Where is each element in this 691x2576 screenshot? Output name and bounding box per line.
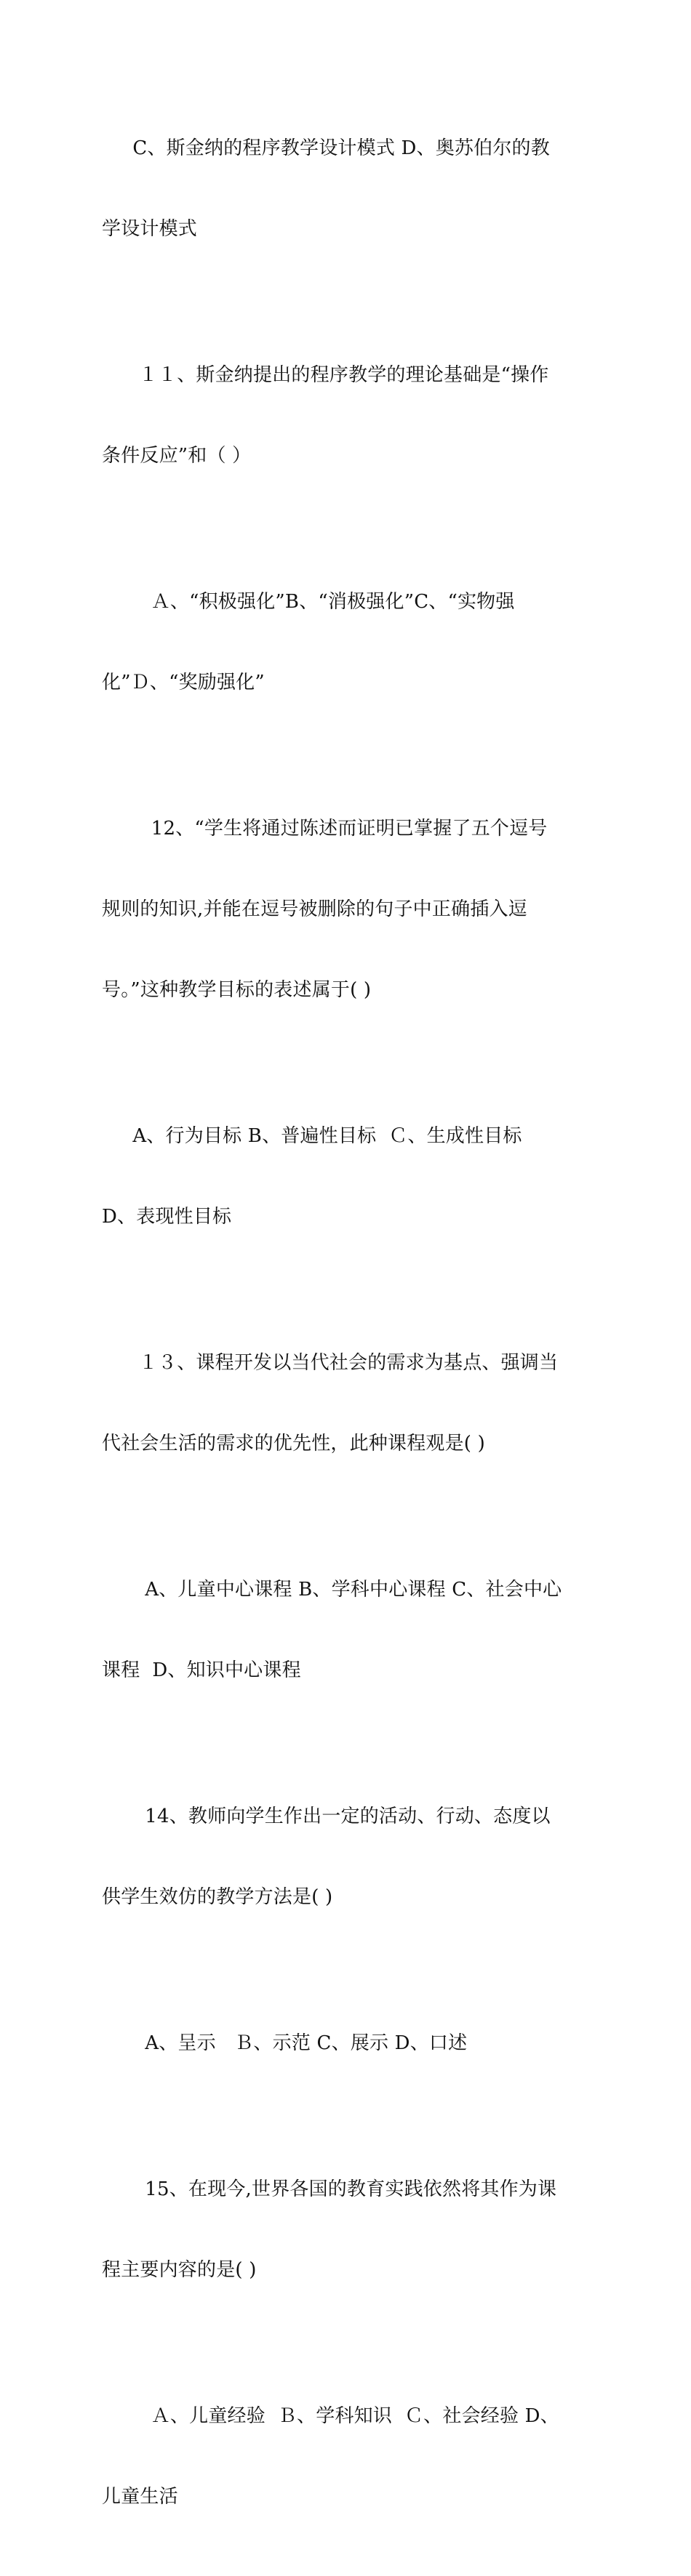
text-line: 14、教师向学生作出一定的活动、行动、态度以 — [102, 1806, 551, 1827]
text-line: 代社会生活的需求的优先性，此种课程观是( ) — [102, 1433, 485, 1454]
paragraph-question-11 — [102, 308, 596, 523]
paragraph-option-cd-q10 — [102, 81, 596, 297]
document-body — [102, 81, 596, 2576]
text-line: D、表现性目标 — [102, 1206, 232, 1228]
text-line: A、儿童中心课程 B、学科中心课程 C、社会中心 — [102, 1579, 562, 1601]
text-line: C、斯金纳的程序教学设计模式 D、奥苏伯尔的教 — [102, 137, 550, 159]
paragraph-question-12 — [102, 762, 596, 1058]
paragraph-options-11 — [102, 535, 596, 750]
text-line: 程主要内容的是( ) — [102, 2259, 257, 2281]
text-line: 规则的知识,并能在逗号被删除的句子中正确插入逗 — [102, 898, 527, 920]
text-line: １１、斯金纳提出的程序教学的理论基础是“操作 — [102, 364, 549, 386]
paragraph-options-12 — [102, 1069, 596, 1284]
text-line: 12、“学生将通过陈述而证明已掌握了五个逗号 — [102, 818, 548, 840]
paragraph-question-13 — [102, 1296, 596, 1511]
text-line: 学设计模式 — [102, 218, 198, 240]
paragraph-question-15 — [102, 2122, 596, 2338]
text-line: 儿童生活 — [102, 2486, 178, 2508]
text-line: １３、课程开发以当代社会的需求为基点、强调当 — [102, 1352, 559, 1374]
paragraph-options-15 — [102, 2349, 596, 2564]
text-line: 号。”这种教学目标的表述属于( ) — [102, 979, 372, 1001]
text-line: 15、在现今,世界各国的教育实践依然将其作为课 — [102, 2178, 557, 2200]
text-line: 化”Ｄ、“奖励强化” — [102, 672, 265, 693]
text-line: A、呈示 Ｂ、示范 C、展示 D、口述 — [102, 2032, 468, 2054]
text-line: A、行为目标 B、普遍性目标 Ｃ、生成性目标 — [102, 1125, 522, 1147]
text-line: Ａ、“积极强化”B、“消极强化”C、“实物强 — [102, 591, 515, 613]
paragraph-options-13 — [102, 1523, 596, 1738]
paragraph-question-14 — [102, 1750, 596, 1965]
text-line: 课程 D、知识中心课程 — [102, 1659, 301, 1681]
text-line: 条件反应”和（ ） — [102, 445, 252, 467]
text-line: Ａ、儿童经验 Ｂ、学科知识 Ｃ、社会经验 D、 — [102, 2405, 559, 2427]
text-line: 供学生效仿的教学方法是( ) — [102, 1886, 333, 1908]
paragraph-options-14 — [102, 1976, 596, 2111]
